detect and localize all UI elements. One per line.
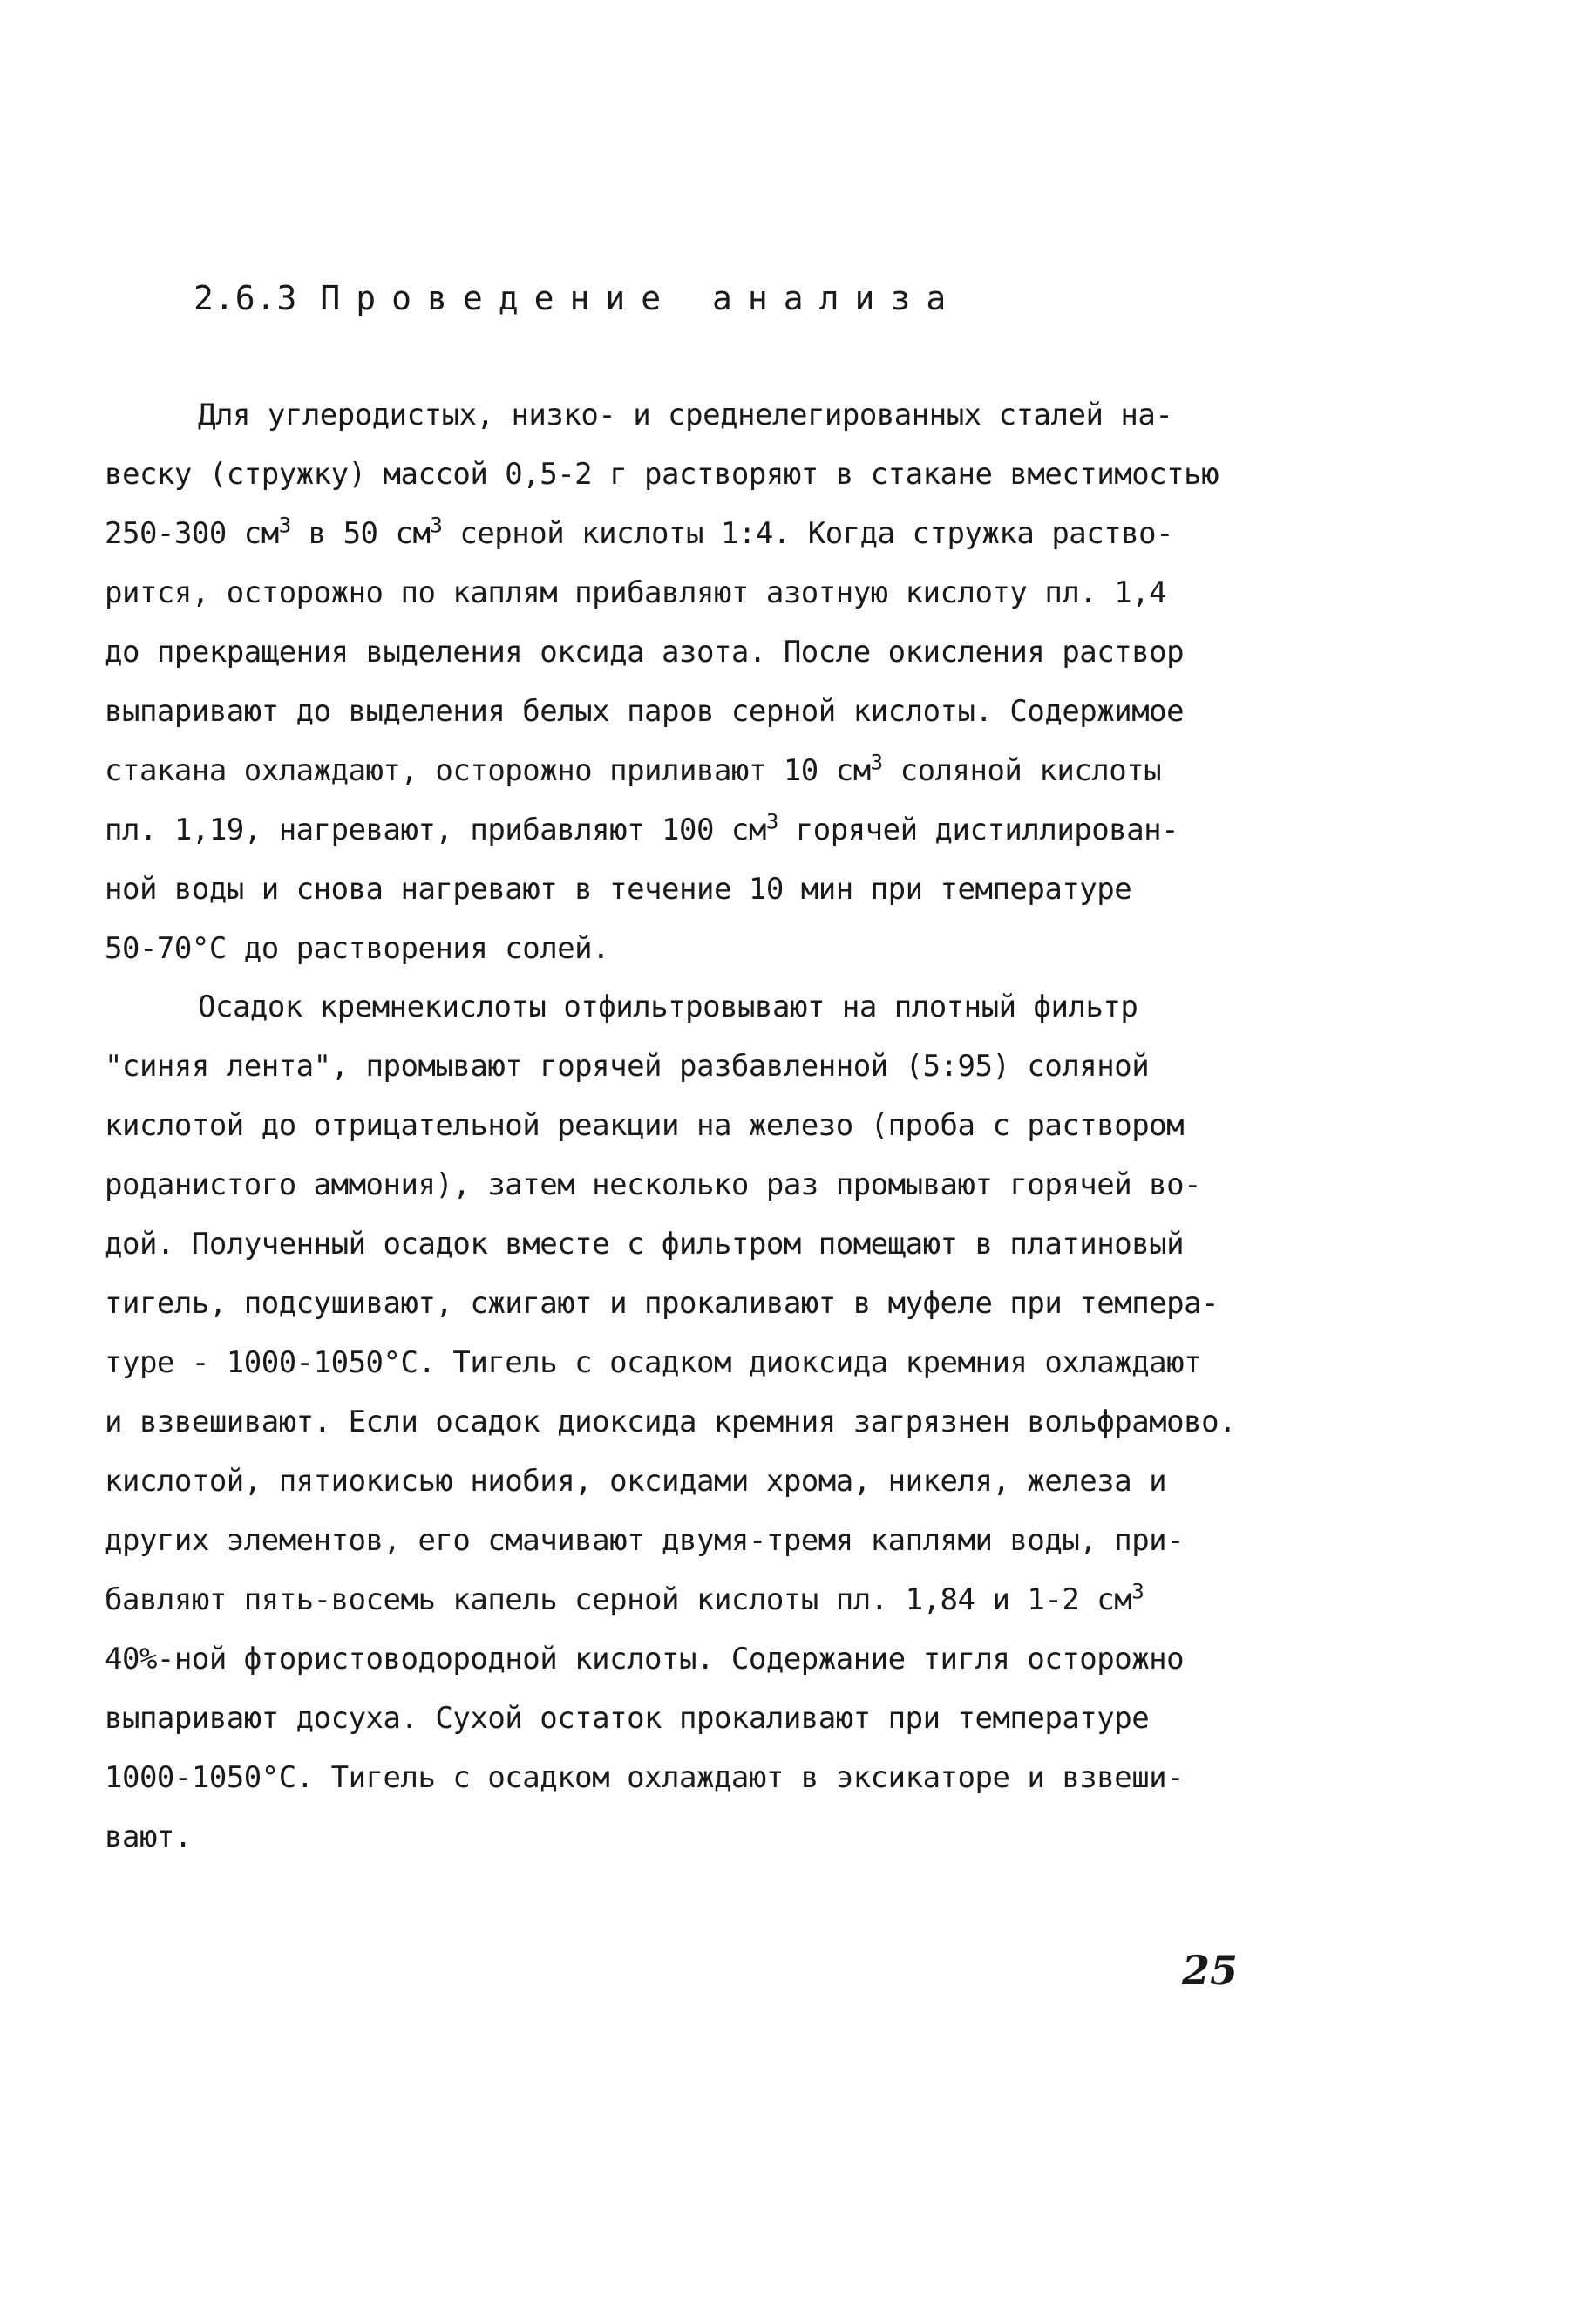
text-line: до прекращения выделения оксида азота. После окисления раствор — [105, 635, 1185, 670]
superscript: 3 — [278, 513, 291, 538]
text-line: ной воды и снова нагревают в течение 10 мин при температуре — [105, 872, 1132, 907]
page-number: 25 — [1182, 1947, 1239, 1994]
text-line: тигель, подсушивают, сжигают и прокаливают в муфеле при темпера- — [105, 1286, 1219, 1321]
paragraph-1 — [105, 385, 1307, 978]
text-line: веску (стружку) массой 0,5-2 г растворяют в стакане вместимостью — [105, 457, 1219, 492]
text-line: выпаривают до выделения белых паров серной кислоты. Содержимое — [105, 694, 1185, 729]
text-line: 50-70°С до растворения солей. — [105, 931, 610, 966]
superscript: 3 — [1131, 1579, 1144, 1604]
text-line: стакана охлаждают, осторожно приливают 10 $см^3$ соляной кислоты — [105, 750, 1162, 788]
text-line: 1000-1050°С. Тигель с осадком охлаждают в эксикаторе и взвеши- — [105, 1760, 1185, 1795]
text-line: пл. 1,19, нагревают, прибавляют 100 $см^3$ горячей дистиллирован- — [105, 809, 1179, 847]
text-line: 40%-ной фтористоводородной кислоты. Содержание тигля осторожно — [105, 1642, 1185, 1677]
text-line: других элементов, его смачивают двумя-тремя каплями воды, при- — [105, 1523, 1185, 1558]
text-line: бавляют пять-восемь капель серной кислоты пл. 1,84 и 1-2 $см^3$ — [105, 1579, 1144, 1617]
superscript: 3 — [870, 750, 883, 775]
text-line: кислотой, пятиокисью ниобия, оксидами хрома, никеля, железа и — [105, 1464, 1167, 1499]
section-heading — [194, 272, 961, 324]
text-line: и взвешивают. Если осадок диоксида кремния загрязнен вольфрамово. — [105, 1405, 1237, 1439]
paragraph-2 — [105, 977, 1307, 1867]
section-title: Проведение анализа — [320, 279, 962, 317]
text-line: дой. Полученный осадок вместе с фильтром помещают в платиновый — [105, 1227, 1185, 1262]
text-line: рится, осторожно по каплям прибавляют азотную кислоту пл. 1,4 — [105, 575, 1167, 610]
superscript: 3 — [430, 513, 443, 538]
text-line: роданистого аммония), затем несколько раз промывают горячей во- — [105, 1167, 1202, 1202]
text-line: 250-300 $см^3$ в 50 $см^3$ серной кислоты 1:4. Когда стружка раство- — [105, 513, 1174, 551]
text-line: кислотой до отрицательной реакции на железо (проба с раствором — [105, 1108, 1185, 1143]
text-line: "синяя лента", промывают горячей разбавленной (5:95) соляной — [105, 1049, 1150, 1084]
text-line: вают. — [105, 1819, 192, 1854]
text-line: Для углеродистых, низко- и среднелегированных сталей на- — [198, 398, 1173, 432]
section-number: 2.6.3 — [194, 279, 298, 317]
text-line: туре - 1000-1050°С. Тигель с осадком диоксида кремния охлаждают — [105, 1345, 1202, 1380]
text-line: Осадок кремнекислоты отфильтровывают на плотный фильтр — [198, 990, 1138, 1024]
text-line: выпаривают досуха. Сухой остаток прокаливают при температуре — [105, 1701, 1150, 1736]
superscript: 3 — [765, 809, 778, 834]
